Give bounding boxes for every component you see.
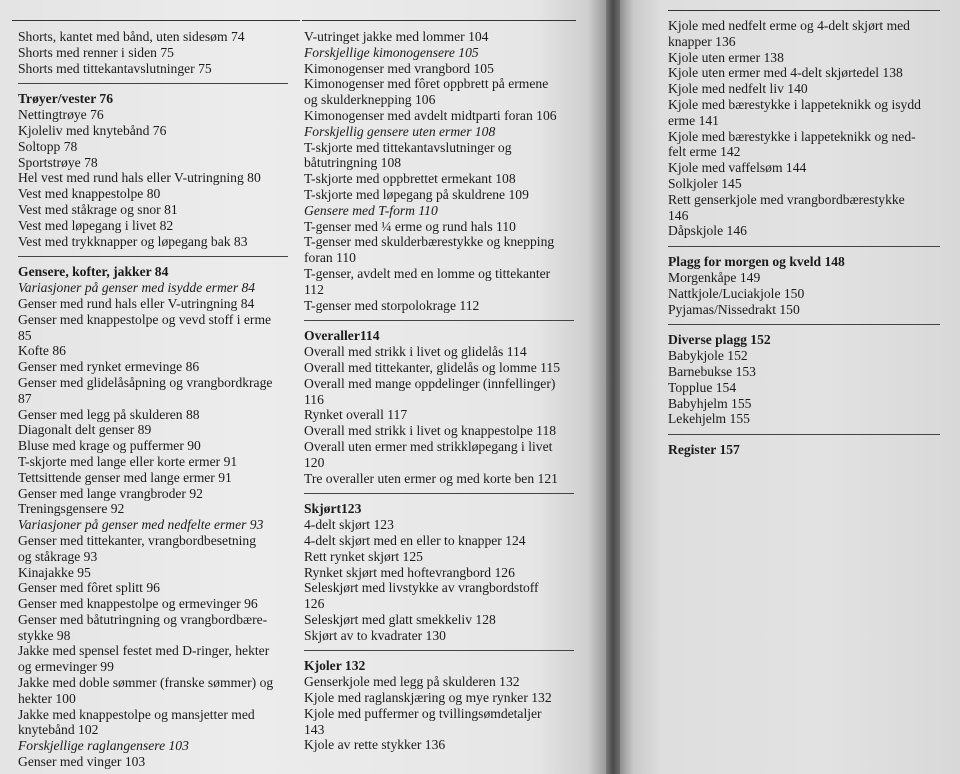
toc-entry: Forskjellige kimonogensere 105 bbox=[304, 44, 479, 60]
toc-entry: 116 bbox=[304, 391, 324, 407]
toc-entry: T-genser, avdelt med en lomme og tittekanter bbox=[304, 265, 551, 281]
toc-entry: Kjole med raglanskjæring og mye rynker 132 bbox=[304, 690, 552, 706]
toc-entry: stykke 98 bbox=[18, 627, 71, 643]
top-rule bbox=[302, 20, 576, 21]
toc-entry: Soltopp 78 bbox=[18, 138, 78, 154]
toc-entry: Rynket overall 117 bbox=[304, 407, 408, 423]
toc-entry: Overall med strikk i livet og knappestolpe 118 bbox=[304, 423, 557, 439]
toc-entry: Gensere med T-form 110 bbox=[304, 202, 438, 218]
toc-entry: Seleskjørt med livstykke av vrangbordstoff bbox=[304, 580, 539, 596]
section-divider bbox=[668, 239, 940, 254]
toc-entry: Jakke med doble sømmer (franske sømmer) og bbox=[18, 675, 274, 691]
toc-entry: og ermevinger 99 bbox=[18, 659, 114, 675]
top-rule bbox=[12, 20, 300, 21]
toc-entry: Diagonalt delt genser 89 bbox=[18, 422, 152, 438]
toc-entry: 126 bbox=[304, 596, 325, 612]
toc-entry: Kinajakke 95 bbox=[18, 564, 91, 580]
toc-entry: Genser med lange vrangbroder 92 bbox=[18, 485, 203, 501]
toc-entry: Hel vest med rund hals eller V-utringning 80 bbox=[18, 170, 261, 186]
toc-entry: Variasjoner på genser med nedfelte ermer 93 bbox=[18, 517, 264, 533]
top-rule bbox=[668, 10, 940, 11]
section-divider bbox=[668, 427, 940, 442]
toc-entry: Skjørt av to kvadrater 130 bbox=[304, 627, 446, 643]
toc-entry: Nettingtrøye 76 bbox=[18, 107, 104, 123]
toc-entry: og skulderknepping 106 bbox=[304, 92, 436, 108]
toc-entry: Vest med løpegang i livet 82 bbox=[18, 217, 174, 233]
toc-entry: Tettsittende genser med lange ermer 91 bbox=[18, 469, 232, 485]
toc-entry: T-genser med storpolokrage 112 bbox=[304, 297, 480, 313]
toc-entry: Kjole uten ermer med 4-delt skjørtedel 138 bbox=[668, 65, 903, 81]
toc-entry: Genser med fôret splitt 96 bbox=[18, 580, 160, 596]
section-heading: Gensere, kofter, jakker 84 bbox=[18, 264, 169, 280]
toc-entry: Vest med trykknapper og løpegang bak 83 bbox=[18, 233, 248, 249]
toc-entry: Pyjamas/Nissedrakt 150 bbox=[668, 301, 800, 317]
toc-entry: Babyhjelm 155 bbox=[668, 395, 752, 411]
toc-entry: Dåpskjole 146 bbox=[668, 223, 747, 239]
toc-entry: Vest med ståkrage og snor 81 bbox=[18, 201, 178, 217]
toc-entry: Overall med mange oppdelinger (innfellinger) bbox=[304, 375, 556, 391]
toc-entry: 87 bbox=[18, 390, 32, 406]
toc-entry: Rynket skjørt med hoftevrangbord 126 bbox=[304, 564, 515, 580]
toc-entry: Genser med knappestolpe og ermevinger 96 bbox=[18, 596, 258, 612]
toc-entry: T-skjorte med løpegang på skuldrene 109 bbox=[304, 186, 529, 202]
section-divider bbox=[668, 317, 940, 332]
toc-entry: Overall uten ermer med strikkløpegang i livet bbox=[304, 438, 553, 454]
toc-entry: 146 bbox=[668, 207, 689, 223]
toc-entry: Kimonogenser med vrangbord 105 bbox=[304, 60, 494, 76]
toc-entry: Rett genserkjole med vrangbordbærestykke bbox=[668, 191, 905, 207]
toc-entry: 4-delt skjørt 123 bbox=[304, 517, 394, 533]
toc-entry: Genser med vinger 103 bbox=[18, 754, 146, 770]
toc-entry: båtutringning 108 bbox=[304, 155, 402, 171]
toc-entry: Jakke med knappestolpe og mansjetter med bbox=[18, 706, 255, 722]
toc-entry: Shorts med renner i siden 75 bbox=[18, 44, 174, 60]
toc-entry: T-skjorte med tittekantavslutninger og bbox=[304, 139, 512, 155]
toc-entry: Morgenkåpe 149 bbox=[668, 269, 761, 285]
toc-entry: Solkjoler 145 bbox=[668, 175, 742, 191]
toc-entry: Kjole med nedfelt erme og 4-delt skjørt med bbox=[668, 18, 910, 33]
section-heading: Diverse plagg 152 bbox=[668, 332, 771, 348]
toc-entry: Genser med rund hals eller V-utringning 84 bbox=[18, 295, 255, 311]
toc-entry: knytebånd 102 bbox=[18, 722, 99, 738]
toc-entry: Kjole av rette stykker 136 bbox=[304, 737, 446, 753]
toc-entry: T-skjorte med oppbrettet ermekant 108 bbox=[304, 171, 516, 187]
toc-entry: Genser med knappestolpe og vevd stoff i erme bbox=[18, 311, 272, 327]
toc-entry: Jakke med spensel festet med D-ringer, hekter bbox=[18, 643, 270, 659]
toc-entry: Tre overaller uten ermer og med korte ben 121 bbox=[304, 470, 558, 486]
toc-entry: T-genser med skulderbærestykke og knepping bbox=[304, 234, 555, 250]
book-spine bbox=[606, 0, 620, 774]
toc-entry: Sportstrøye 78 bbox=[18, 154, 98, 170]
toc-entry: Kjole med nedfelt liv 140 bbox=[668, 81, 808, 97]
toc-list bbox=[18, 29, 288, 770]
toc-entry: Treningsgensere 92 bbox=[18, 501, 125, 517]
section-heading: Skjørt123 bbox=[304, 501, 362, 517]
toc-entry: Shorts med tittekantavslutninger 75 bbox=[18, 60, 212, 76]
toc-entry: Vest med knappestolpe 80 bbox=[18, 186, 161, 202]
toc-entry: Babykjole 152 bbox=[668, 348, 748, 364]
toc-entry: felt erme 142 bbox=[668, 144, 741, 160]
toc-entry: Genser med legg på skulderen 88 bbox=[18, 406, 200, 422]
section-divider bbox=[18, 249, 288, 264]
toc-entry: 4-delt skjørt med en eller to knapper 124 bbox=[304, 532, 526, 548]
toc-entry: Forskjellige raglangensere 103 bbox=[18, 738, 189, 754]
toc-entry: T-genser med ¼ erme og rund hals 110 bbox=[304, 218, 516, 234]
toc-entry: T-skjorte med lange eller korte ermer 91 bbox=[18, 453, 238, 469]
section-heading: Kjoler 132 bbox=[304, 658, 366, 674]
toc-entry: Genser med båtutringning og vrangbordbære- bbox=[18, 611, 268, 627]
toc-entry: Kjole med bærestykke i lappeteknikk og ned- bbox=[668, 128, 916, 144]
toc-entry: Genserkjole med legg på skulderen 132 bbox=[304, 674, 520, 690]
toc-list bbox=[668, 18, 940, 458]
section-divider bbox=[304, 486, 574, 501]
toc-entry: Overall med tittekanter, glidelås og lomme 115 bbox=[304, 359, 561, 375]
toc-entry: 143 bbox=[304, 721, 325, 737]
toc-entry: og ståkrage 93 bbox=[18, 548, 98, 564]
toc-entry: Kofte 86 bbox=[18, 343, 66, 359]
toc-entry: Bluse med krage og puffermer 90 bbox=[18, 438, 201, 454]
section-divider bbox=[18, 76, 288, 91]
toc-entry: Lekehjelm 155 bbox=[668, 411, 750, 427]
section-divider bbox=[304, 643, 574, 658]
toc-entry: Seleskjørt med glatt smekkeliv 128 bbox=[304, 611, 496, 627]
toc-entry: Kjole med bærestykke i lappeteknikk og isydd bbox=[668, 96, 921, 112]
toc-entry: Overall med strikk i livet og glidelås 114 bbox=[304, 344, 527, 360]
section-heading: Plagg for morgen og kveld 148 bbox=[668, 254, 845, 270]
toc-entry: V-utringet jakke med lommer 104 bbox=[304, 29, 489, 44]
toc-entry: 112 bbox=[304, 281, 324, 297]
toc-entry: hekter 100 bbox=[18, 690, 76, 706]
toc-entry: Topplue 154 bbox=[668, 379, 737, 395]
toc-entry: Genser med rynket ermevinge 86 bbox=[18, 359, 200, 375]
toc-entry: Nattkjole/Luciakjole 150 bbox=[668, 285, 805, 301]
toc-entry: knapper 136 bbox=[668, 33, 736, 49]
toc-entry: Kimonogenser med avdelt midtparti foran 106 bbox=[304, 107, 557, 123]
section-divider bbox=[304, 313, 574, 328]
toc-entry: Rett rynket skjørt 125 bbox=[304, 548, 423, 564]
toc-entry: Kjoleliv med knytebånd 76 bbox=[18, 122, 167, 138]
toc-entry: Kjole uten ermer 138 bbox=[668, 49, 784, 65]
toc-entry: erme 141 bbox=[668, 112, 719, 128]
toc-entry: Genser med tittekanter, vrangbordbesetning bbox=[18, 532, 257, 548]
toc-entry: Barnebukse 153 bbox=[668, 363, 756, 379]
toc-entry: Forskjellig gensere uten ermer 108 bbox=[304, 123, 496, 139]
toc-entry: Kjole med puffermer og tvillingsømdetaljer bbox=[304, 705, 542, 721]
section-heading: Trøyer/vester 76 bbox=[18, 91, 113, 107]
section-heading: Register 157 bbox=[668, 442, 740, 458]
toc-entry: Shorts, kantet med bånd, uten sidesøm 74 bbox=[18, 29, 245, 44]
toc-entry: Variasjoner på genser med isydde ermer 84 bbox=[18, 280, 256, 296]
toc-entry: Genser med glidelåsåpning og vrangbordkrage bbox=[18, 374, 273, 390]
toc-list bbox=[304, 29, 574, 753]
toc-entry: 85 bbox=[18, 327, 32, 343]
toc-entry: Kjole med vaffelsøm 144 bbox=[668, 160, 807, 176]
section-heading: Overaller114 bbox=[304, 328, 380, 344]
toc-entry: 120 bbox=[304, 454, 325, 470]
toc-entry: Kimonogenser med fôret oppbrett på ermene bbox=[304, 76, 549, 92]
toc-entry: foran 110 bbox=[304, 250, 356, 266]
